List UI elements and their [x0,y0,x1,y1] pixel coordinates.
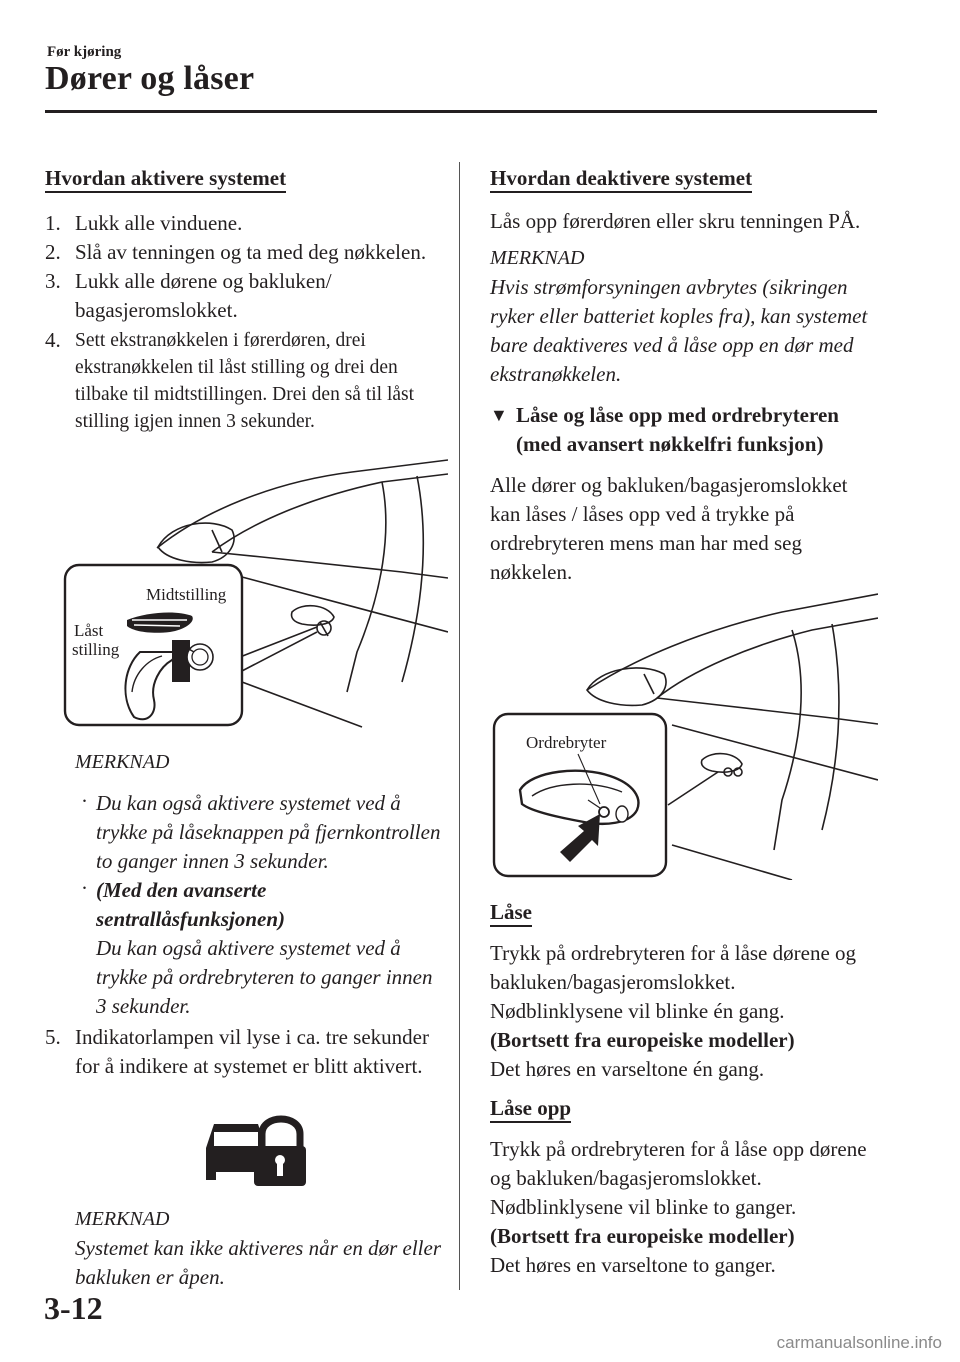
lock-bold: (Bortsett fra europeiske modeller) [490,1028,795,1052]
heading-lock: Låse [490,900,532,927]
right-note-label: MERKNAD [490,247,585,269]
heading-deactivate: Hvordan deaktivere systemet [490,166,752,193]
step-4: 4. Sett ekstranøkkelen i førerdøren, drei ekstranøkkelen til låst stilling og drei den tilbake til midtstillingen. Drei den så til låst stilling igjen innen 3 sekunder. [45,328,415,432]
label-midtstilling: Midtstilling [146,585,227,604]
figure-key-cylinder [62,452,448,730]
deactivate-intro: Lås opp førerdøren eller skru tenningen PÅ. [490,209,861,233]
column-divider [459,162,460,1290]
unlock-bold: (Bortsett fra europeiske modeller) [490,1224,795,1248]
unlock-line-1: Trykk på ordrebryteren for å låse opp dørene og bakluken/bagasjeromslokket. [490,1137,867,1190]
lock-line-3: Det høres en varseltone én gang. [490,1057,765,1081]
watermark: carmanualsonline.info [776,1333,942,1352]
lock-section [490,898,882,1280]
step-2: 2. Slå av tenningen og ta med deg nøkkelen. [45,240,427,264]
section-label: Før kjøring [47,44,122,60]
activation-steps [45,209,445,435]
page-number: 3-12 [44,1290,103,1326]
security-indicator-icon [200,1110,306,1186]
page-title: Dører og låser [45,60,255,97]
step-1: 1. Lukk alle vinduene. [45,211,243,235]
note-2-text: Systemet kan ikke aktiveres når en dør eller bakluken er åpen. [75,1236,442,1289]
heading-unlock: Låse opp [490,1096,571,1123]
note-1-bullet-1: · Du kan også aktivere systemet ved å trykke på låseknappen på fjernkontrollen to ganger innen 3 sekunder. [81,789,441,873]
request-switch-intro: Alle dører og bakluken/bagasjeromslokket kan låses / låses opp ved å trykke på ordrebryteren mens man har med seg nøkkelen. [490,473,848,584]
lock-line-1: Trykk på ordrebryteren for å låse dørene og bakluken/bagasjeromslokket. [490,941,857,994]
figure-request-switch [492,590,878,880]
unlock-line-3: Det høres en varseltone to ganger. [490,1253,776,1277]
unlock-line-2: Nødblinklysene vil blinke to ganger. [490,1195,797,1219]
label-stilling: stilling [72,640,120,659]
note-2-label: MERKNAD [75,1208,170,1230]
note-1-bullet-2: · (Med den avanserte sentrallåsfunksjonen) Du kan også aktivere systemet ved å trykke på ordrebryteren to ganger innen 3 sekunder. [81,876,433,1018]
header-rule [45,110,877,113]
step-3: 3. Lukk alle dørene og bakluken/ bagasjeromslokket. [45,269,332,322]
right-column [490,164,882,587]
note-1-label: MERKNAD [75,751,170,773]
step-5: 5. Indikatorlampen vil lyse i ca. tre sekunder for å indikere at systemet er blitt aktivert. [45,1025,429,1078]
lock-line-2: Nødblinklysene vil blinke én gang. [490,999,785,1023]
label-ordrebryter: Ordrebryter [526,733,607,752]
subheading-request-switch: ▼ Låse og låse opp med ordrebryteren (med avansert nøkkelfri funksjon) [490,403,839,456]
triangle-marker-icon: ▼ [490,405,508,425]
left-column [45,164,445,435]
right-note-text: Hvis strømforsyningen avbrytes (sikringen ryker eller batteriet koples fra), kan systemet bare deaktiveres ved å låse opp en dør med ekstranøkkelen. [490,275,868,386]
label-laast: Låst [74,621,104,640]
heading-activate: Hvordan aktivere systemet [45,166,286,193]
note-2 [75,1205,447,1292]
note-1 [75,748,447,1021]
